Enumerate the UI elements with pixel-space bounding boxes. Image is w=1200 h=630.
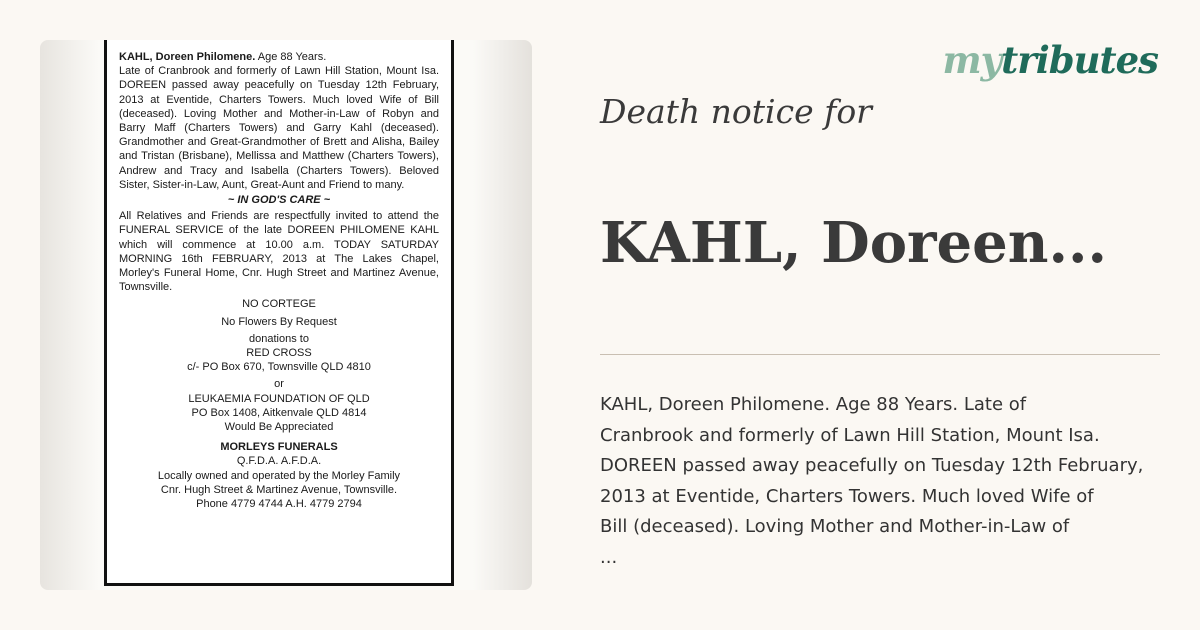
divider — [600, 354, 1160, 355]
charity-leukaemia: LEUKAEMIA FOUNDATION OF QLD — [188, 392, 370, 405]
funeral-address: Cnr. Hugh Street & Martinez Avenue, Townsville. — [160, 483, 398, 496]
notice-label: Death notice for — [600, 92, 872, 131]
charity-red-cross-address: c/- PO Box 670, Townsville QLD 4810 — [187, 361, 371, 374]
notice-name: KAHL, Doreen Philomene. — [119, 51, 256, 63]
notice-image-card — [40, 40, 532, 590]
charity-red-cross: RED CROSS — [246, 347, 312, 360]
no-flowers: No Flowers By Request — [221, 315, 337, 328]
notice-summary: KAHL, Doreen Philomene. Age 88 Years. Late of Cranbrook and formerly of Lawn Hill Station, Mount Isa. DOREEN passed away peacefully on Tuesday 12th February, 2013 at Eventide, Charters Towers. Much loved Wife of Bill (deceased). Loving Mother and Mother-in-Law of ... — [600, 394, 1144, 568]
notice-age: Age 88 Years. — [257, 51, 327, 63]
mytributes-logo[interactable] — [942, 38, 1158, 82]
newspaper-clipping — [104, 40, 454, 586]
funeral-phone: Phone 4779 4744 A.H. 4779 2794 — [196, 498, 362, 511]
logo-my: my — [942, 38, 1002, 82]
logo-tributes: tributes — [1001, 38, 1158, 82]
donations-to: donations to — [249, 332, 309, 345]
deceased-name: KAHL, Doreen... — [600, 210, 1108, 276]
notice-heading — [119, 50, 439, 64]
appreciated-line: Would Be Appreciated — [224, 421, 334, 434]
funeral-qfda: Q.F.D.A. A.F.D.A. — [236, 455, 322, 468]
funeral-owned: Locally owned and operated by the Morley Family — [157, 469, 401, 482]
or-label: or — [274, 378, 284, 391]
funeral-home-name: MORLEYS FUNERALS — [220, 441, 338, 454]
notice-paragraph-1: Late of Cranbrook and formerly of Lawn Hill Station, Mount Isa. DOREEN passed away peacefully on Tuesday 12th February, 2013 at Eventide, Charters Towers. Much loved Wife of Bill (deceased). Loving Mother and Mother-in-Law of Robyn and Barry Maff (Charters Towers) and Garry Kahl (deceased). Grandmother and Great-Grandmother of Brett and Alisha, Bailey and Tristan (Brisbane), Mellissa and Matthew (Charters Towers), Andrew and Tracy and Isabella (Charters Towers). Beloved Sister, Sister-in-Law, Aunt, Great-Aunt and Friend to many. — [119, 65, 439, 191]
no-cortege: NO CORTEGE — [242, 298, 316, 311]
charity-leukaemia-address: PO Box 1408, Aitkenvale QLD 4814 — [191, 406, 367, 419]
notice-paragraph-2: All Relatives and Friends are respectfully invited to attend the FUNERAL SERVICE of the late DOREEN PHILOMENE KAHL which will commence at 10.00 a.m. TODAY SATURDAY MORNING 16th FEBRUARY, 2013 at The Lakes Chapel, Morley's Funeral Home, Cnr. Hugh Street and Martinez Avenue, Townsville. — [119, 210, 439, 294]
gods-care-line: ~ IN GOD'S CARE ~ — [227, 194, 331, 207]
